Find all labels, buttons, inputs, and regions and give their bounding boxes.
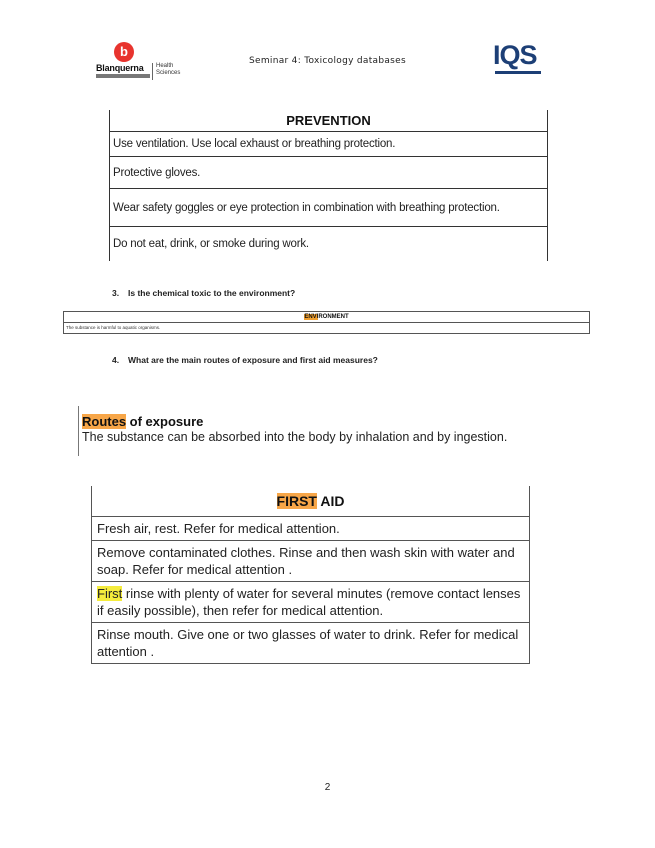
first-aid-row-eyes: First rinse with plenty of water for several minutes (remove contact lenses if easily possible), then refer for medical attention. [92, 582, 529, 623]
iqs-logo-bar [495, 71, 541, 74]
routes-text: The substance can be absorbed into the body by inhalation and by ingestion. [82, 430, 508, 444]
environment-heading: ENVIRONMENT [64, 312, 589, 323]
prevention-row: Use ventilation. Use local exhaust or breathing protection. [110, 132, 547, 157]
prevention-row: Do not eat, drink, or smoke during work. [113, 238, 309, 250]
iqs-logo-text: IQS [493, 40, 537, 70]
prevention-row: Wear safety goggles or eye protection in combination with breathing protection. [110, 189, 547, 227]
blanquerna-logo-subbar [96, 74, 150, 78]
environment-text: The substance is harmful to aquatic organisms. [66, 325, 161, 330]
blanquerna-logo-mark: b [114, 42, 134, 62]
routes-of-exposure [78, 406, 552, 456]
first-aid-table [91, 486, 530, 664]
prevention-row: Protective gloves. [110, 157, 547, 189]
first-aid-row-ingestion: Rinse mouth. Give one or two glasses of water to drink. Refer for medical attention . [97, 627, 519, 659]
blanquerna-logo-brand: Blanquerna [96, 63, 144, 73]
first-aid-row-skin: Remove contaminated clothes. Rinse and then wash skin with water and soap. Refer for medical attention . [92, 541, 529, 582]
routes-title: Routes of exposure [82, 414, 204, 429]
question-4: 4. What are the main routes of exposure and first aid measures? [112, 355, 378, 365]
health-sciences-label: Health Sciences [156, 63, 181, 76]
first-aid-heading: FIRST AID [92, 486, 529, 517]
header-title: Seminar 4: Toxicology databases [248, 56, 407, 66]
page-number: 2 [324, 782, 331, 793]
prevention-table [109, 110, 548, 261]
first-aid-row-inhalation: Fresh air, rest. Refer for medical attention. [92, 517, 529, 541]
environment-table [63, 311, 590, 334]
question-3: 3. Is the chemical toxic to the environment? [112, 288, 296, 298]
prevention-heading: PREVENTION [110, 110, 547, 132]
iqs-logo [493, 40, 545, 76]
